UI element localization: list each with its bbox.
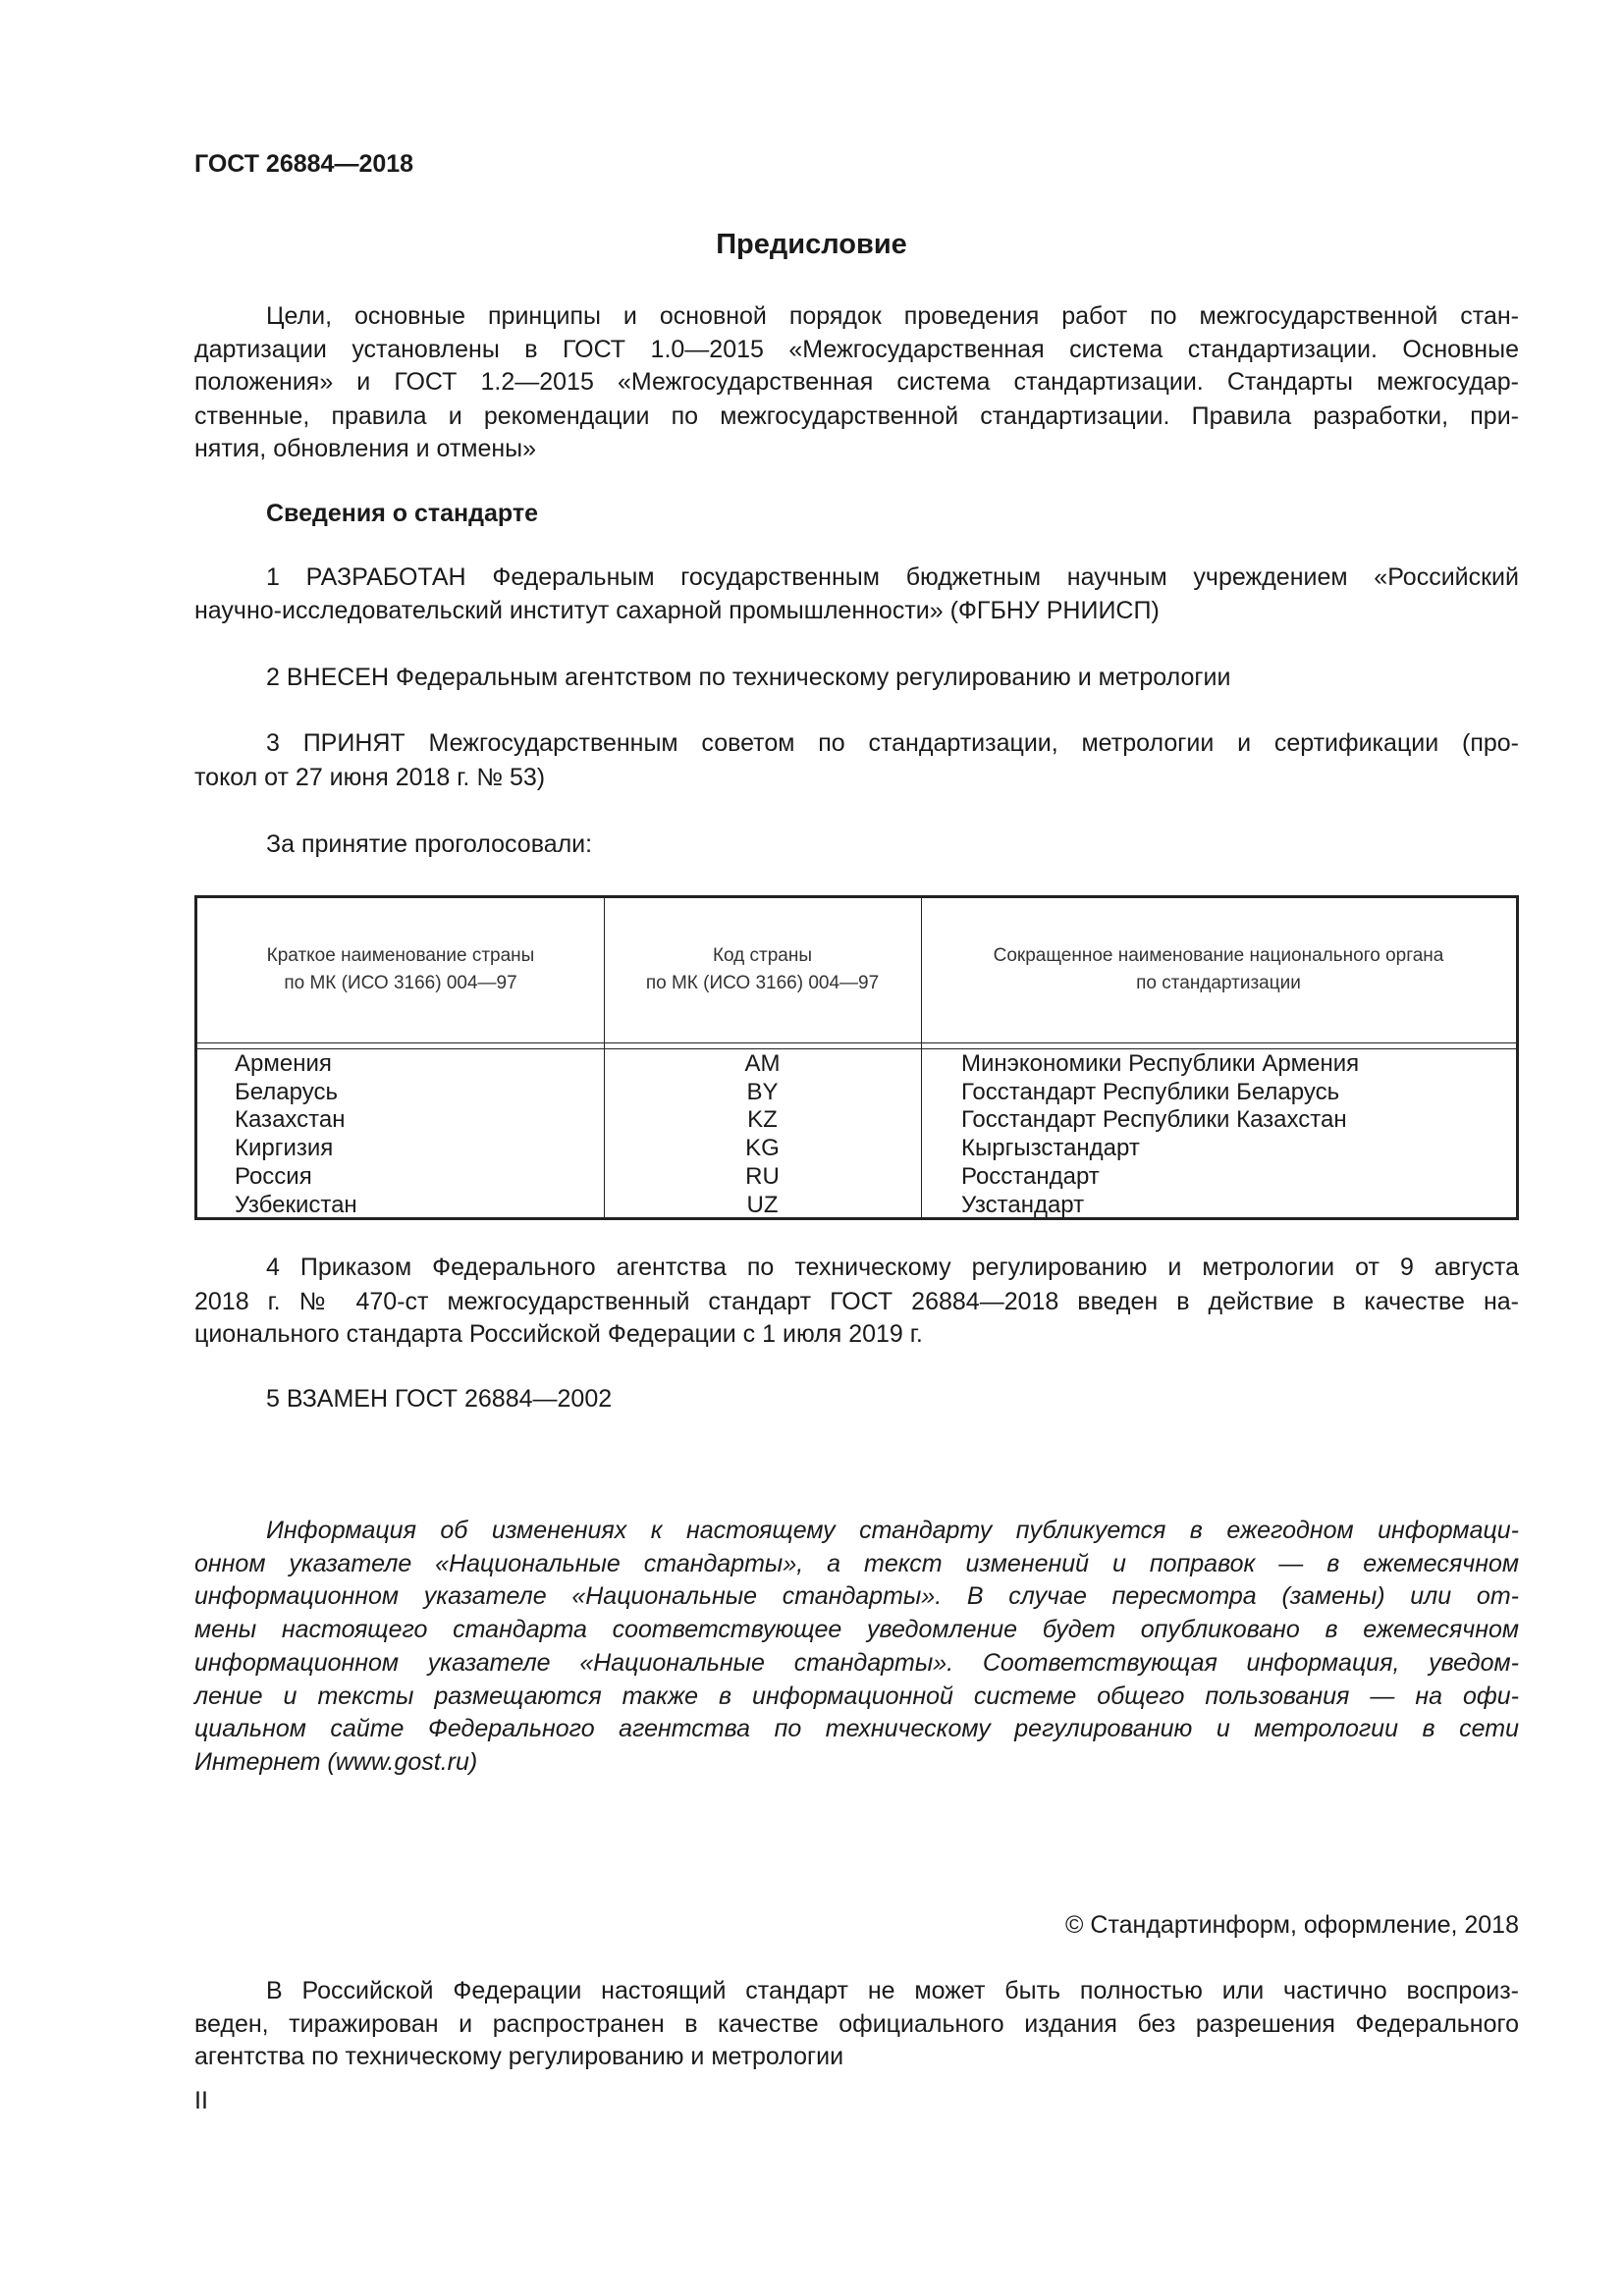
- item-4-line: 2018 г. № 470-ст межгосударственный стандарт ГОСТ 26884—2018 введен в действие в качестве на-: [194, 1288, 1519, 1315]
- cell-code: UZ: [746, 1191, 779, 1218]
- intro-line: дартизации установлены в ГОСТ 1.0—2015 «Межгосударственная система стандартизации. Основные: [194, 336, 1519, 363]
- header-text: по стандартизации: [1136, 973, 1301, 993]
- intro-line: Цели, основные принципы и основной порядок проведения работ по межгосударственной стан-: [266, 302, 1519, 330]
- cell-country: Армения: [235, 1050, 332, 1077]
- info-line: мены настоящего стандарта соответствующее уведомление будет опубликовано в ежемесячном: [194, 1616, 1519, 1643]
- cell-body: Росстандарт: [961, 1162, 1100, 1190]
- column-header-body: [921, 942, 1516, 997]
- info-line: циальном сайте Федерального агентства по техническому регулированию и метрологии в сети: [194, 1715, 1519, 1742]
- header-text: Сокращенное наименование национального органа: [993, 945, 1444, 966]
- notice-line: В Российской Федерации настоящий стандарт не может быть полностью или частично воспроиз-: [266, 1977, 1519, 2004]
- copyright: © Стандартинформ, оформление, 2018: [1065, 1911, 1519, 1939]
- cell-body: Кыргызстандарт: [961, 1135, 1140, 1162]
- info-line: Информация об изменениях к настоящему стандарту публикуется в ежегодном информаци-: [266, 1517, 1519, 1544]
- info-line: информационном указателе «Национальные стандарты». Соответствующая информация, уведом-: [194, 1649, 1519, 1677]
- header-text: Краткое наименование страны: [266, 945, 535, 966]
- item-1-line: 1 РАЗРАБОТАН Федеральным государственным бюджетным научным учреждением «Российский: [266, 563, 1519, 591]
- cell-body: Госстандарт Республики Беларусь: [961, 1078, 1340, 1105]
- cell-country: Узбекистан: [235, 1191, 357, 1218]
- notice-line: веден, тиражирован и распространен в качестве официального издания без разрешения Федерального: [194, 2010, 1519, 2038]
- cell-code: BY: [746, 1078, 779, 1105]
- section-heading: Сведения о стандарте: [266, 500, 539, 527]
- cell-body: Минэкономики Республики Армения: [961, 1050, 1360, 1077]
- item-3-line: 3 ПРИНЯТ Межгосударственным советом по стандартизации, метрологии и сертификации (про-: [266, 729, 1519, 757]
- item-4-line: 4 Приказом Федерального агентства по техническому регулированию и метрологии от 9 августа: [266, 1254, 1519, 1281]
- info-line: Интернет (www.gost.ru): [194, 1748, 478, 1776]
- notice-line: агентства по техническому регулированию и метрологии: [194, 2043, 844, 2070]
- document-header: ГОСТ 26884—2018: [194, 150, 414, 178]
- header-text: Код страны: [712, 945, 813, 966]
- voted-label: За принятие проголосовали:: [266, 830, 593, 858]
- cell-country: Беларусь: [235, 1078, 338, 1105]
- info-line: онном указателе «Национальные стандарты», а текст изменений и поправок — в ежемесячном: [194, 1550, 1519, 1577]
- page-title: Предисловие: [716, 229, 907, 260]
- voting-table: [194, 895, 1519, 1220]
- cell-body: Госстандарт Республики Казахстан: [961, 1106, 1347, 1134]
- header-divider: [197, 1048, 1516, 1049]
- cell-country: Россия: [235, 1162, 312, 1190]
- item-1-line: научно-исследовательский институт сахарной промышленности» (ФГБНУ РНИИСП): [194, 597, 1160, 624]
- column-header-code: [604, 942, 921, 997]
- item-4-line: ционального стандарта Российской Федерации с 1 июля 2019 г.: [194, 1320, 923, 1348]
- item-5: 5 ВЗАМЕН ГОСТ 26884—2002: [266, 1385, 613, 1413]
- item-3-line: токол от 27 июня 2018 г. № 53): [194, 764, 546, 791]
- intro-line: нятия, обновления и отмены»: [194, 435, 537, 462]
- page-number: II: [194, 2087, 208, 2114]
- header-text: по МК (ИСО 3166) 004—97: [284, 973, 517, 993]
- cell-code: RU: [745, 1162, 780, 1190]
- info-line: ление и тексты размещаются также в информационной системе общего пользования — на офи-: [194, 1682, 1519, 1710]
- intro-line: ственные, правила и рекомендации по межгосударственной стандартизации. Правила разработки, при-: [194, 402, 1519, 430]
- intro-line: положения» и ГОСТ 1.2—2015 «Межгосударственная система стандартизации. Стандарты межгосудар-: [194, 368, 1519, 396]
- cell-code: KG: [745, 1135, 780, 1162]
- column-header-country: [197, 942, 604, 997]
- item-2: 2 ВНЕСЕН Федеральным агентством по техническому регулированию и метрологии: [266, 664, 1231, 691]
- cell-country: Киргизия: [235, 1135, 334, 1162]
- cell-code: AM: [744, 1050, 781, 1077]
- cell-code: KZ: [747, 1106, 778, 1134]
- cell-body: Узстандарт: [961, 1191, 1085, 1218]
- cell-country: Казахстан: [235, 1106, 346, 1134]
- header-text: по МК (ИСО 3166) 004—97: [645, 973, 880, 993]
- info-line: информационном указателе «Национальные стандарты». В случае пересмотра (замены) или от-: [194, 1582, 1519, 1610]
- header-divider: [197, 1042, 1516, 1043]
